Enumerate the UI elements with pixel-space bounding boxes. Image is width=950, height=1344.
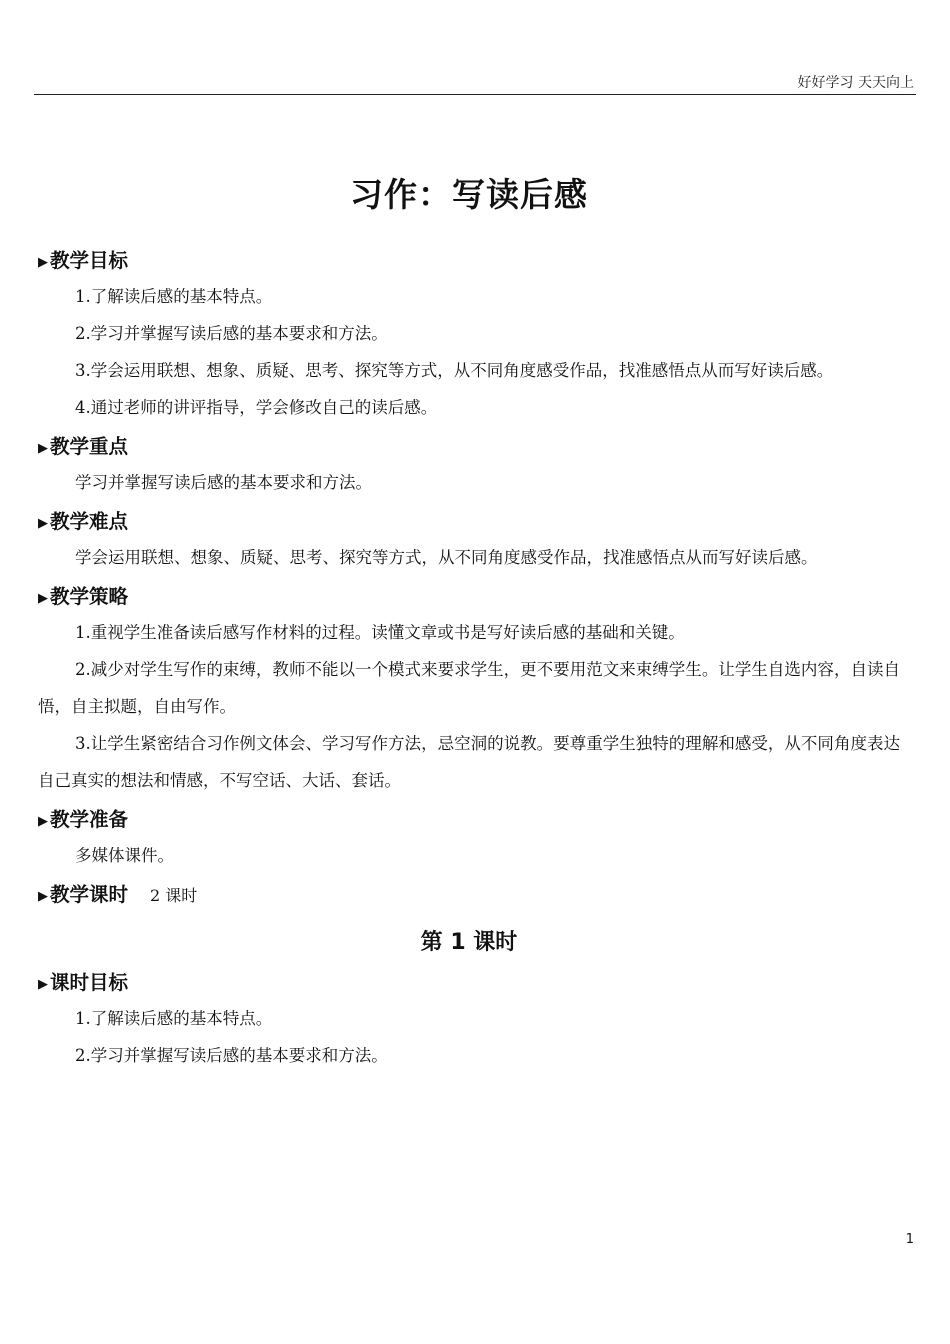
triangle-marker-icon: ▶ (38, 591, 48, 606)
section-heading: ▶ 教学课时 2 课时 (38, 883, 198, 906)
triangle-marker-icon: ▶ (38, 889, 48, 904)
section-heading: ▶ 教学重点 (38, 435, 129, 458)
section-lesson-goals (38, 966, 900, 1074)
paragraph: 多媒体课件。 (75, 846, 174, 865)
section-strategies (38, 580, 900, 799)
triangle-marker-icon: ▶ (38, 814, 48, 829)
list-item: 1.重视学生准备读后感写作材料的过程。读懂文章或书是写好读后感的基础和关键。 (75, 623, 685, 642)
document-title: 习作：写读后感 (350, 175, 588, 214)
section-teaching-goals (38, 244, 900, 426)
header-motto: 好好学习 天天向上 (797, 75, 914, 91)
list-item: 3.让学生紧密结合习作例文体会、学习写作方法，忌空洞的说教。要尊重学生独特的理解和感受，从不同角度表达自己真实的想法和情感，不写空话、大话、套话。 (38, 734, 900, 790)
class-hours-value: 2 课时 (150, 886, 198, 905)
section-key-points (38, 430, 900, 501)
section-difficulties (38, 505, 900, 576)
page-header (34, 70, 916, 95)
triangle-marker-icon: ▶ (38, 441, 48, 456)
document-body (38, 168, 900, 1078)
paragraph: 学会运用联想、想象、质疑、思考、探究等方式，从不同角度感受作品，找准感悟点从而写好读后感。 (75, 548, 818, 567)
list-item: 2.减少对学生写作的束缚，教师不能以一个模式来要求学生，更不要用范文来束缚学生。让学生自选内容，自读自悟，自主拟题，自由写作。 (38, 660, 900, 716)
page-number: 1 (905, 1232, 914, 1247)
section-heading: ▶ 教学目标 (38, 249, 129, 272)
lesson-title: 第 1 课时 (420, 930, 518, 955)
triangle-marker-icon: ▶ (38, 516, 48, 531)
section-heading: ▶ 课时目标 (38, 971, 129, 994)
list-item: 4.通过老师的讲评指导，学会修改自己的读后感。 (75, 398, 438, 417)
section-preparation (38, 803, 900, 874)
list-item: 2.学习并掌握写读后感的基本要求和方法。 (75, 324, 388, 343)
section-heading: ▶ 教学准备 (38, 808, 129, 831)
list-item: 1.了解读后感的基本特点。 (75, 287, 273, 306)
triangle-marker-icon: ▶ (38, 977, 48, 992)
paragraph: 学习并掌握写读后感的基本要求和方法。 (75, 473, 372, 492)
section-heading: ▶ 教学难点 (38, 510, 129, 533)
section-class-hours (38, 878, 900, 912)
list-item: 1.了解读后感的基本特点。 (75, 1009, 273, 1028)
triangle-marker-icon: ▶ (38, 255, 48, 270)
list-item: 2.学习并掌握写读后感的基本要求和方法。 (75, 1046, 388, 1065)
section-heading: ▶ 教学策略 (38, 585, 129, 608)
list-item: 3.学会运用联想、想象、质疑、思考、探究等方式，从不同角度感受作品，找准感悟点从而写好读后感。 (75, 361, 834, 380)
